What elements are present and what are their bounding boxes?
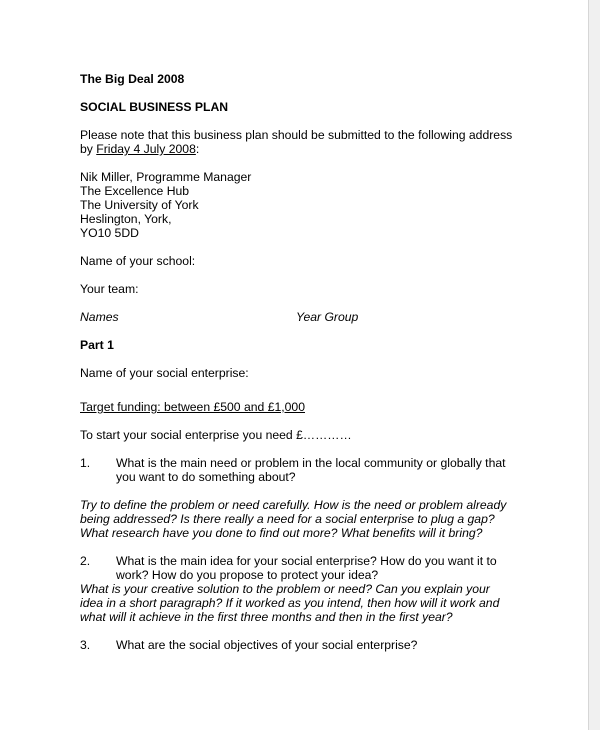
help-text: Try to define the problem or need carefully. How is the need or problem already (80, 498, 507, 512)
help-text: what will it achieve in the first three months and then in the first year? (80, 610, 453, 624)
address-block (80, 170, 530, 240)
start-need: To start your social enterprise you need £………… (80, 428, 352, 442)
help-text: idea in a short paragraph? If it worked as you intend, then how will it work and (80, 596, 500, 610)
question-text: you want to do something about? (116, 470, 296, 484)
intro-by: by (80, 142, 97, 156)
team-columns (80, 310, 530, 324)
school-label: Name of your school: (80, 254, 196, 268)
part-heading: Part 1 (80, 338, 114, 352)
address-line: The Excellence Hub (80, 184, 190, 198)
target-funding: Target funding: between £500 and £1,000 (80, 400, 305, 414)
question-number: 1. (80, 456, 91, 470)
address-line: Heslington, York, (80, 212, 172, 226)
team-label: Your team: (80, 282, 139, 296)
enterprise-label: Name of your social enterprise: (80, 366, 249, 380)
document-title: The Big Deal 2008 (80, 72, 185, 86)
question-1 (80, 456, 530, 484)
question-text: What is the main idea for your social enterprise? How do you want it to (116, 554, 497, 568)
question-number: 3. (80, 638, 91, 652)
question-1-help (80, 498, 530, 540)
year-group-label: Year Group (296, 310, 359, 324)
names-label: Names (80, 310, 119, 324)
question-text: What are the social objectives of your social enterprise? (116, 638, 418, 652)
question-text: work? How do you propose to protect your idea? (116, 568, 379, 582)
question-3 (80, 638, 530, 652)
scrollbar[interactable] (589, 0, 600, 730)
intro-deadline (80, 142, 530, 156)
intro-colon: : (195, 142, 200, 156)
question-number: 2. (80, 554, 91, 568)
question-text: What is the main need or problem in the local community or globally that (116, 456, 506, 470)
deadline-date: Friday 4 July 2008 (96, 142, 196, 156)
help-text: being addressed? Is there really a need for a social enterprise to plug a gap? (80, 512, 495, 526)
address-line: Nik Miller, Programme Manager (80, 170, 252, 184)
document-subtitle: SOCIAL BUSINESS PLAN (80, 100, 229, 114)
help-text: What is your creative solution to the problem or need? Can you explain your (80, 582, 490, 596)
intro-line: Please note that this business plan should be submitted to the following address (80, 128, 513, 142)
address-line: The University of York (80, 198, 199, 212)
question-2-help (80, 582, 530, 624)
help-text: What research have you done to find out more? What benefits will it bring? (80, 526, 483, 540)
question-2 (80, 554, 530, 582)
address-line: YO10 5DD (80, 226, 139, 240)
document-body (80, 72, 530, 652)
